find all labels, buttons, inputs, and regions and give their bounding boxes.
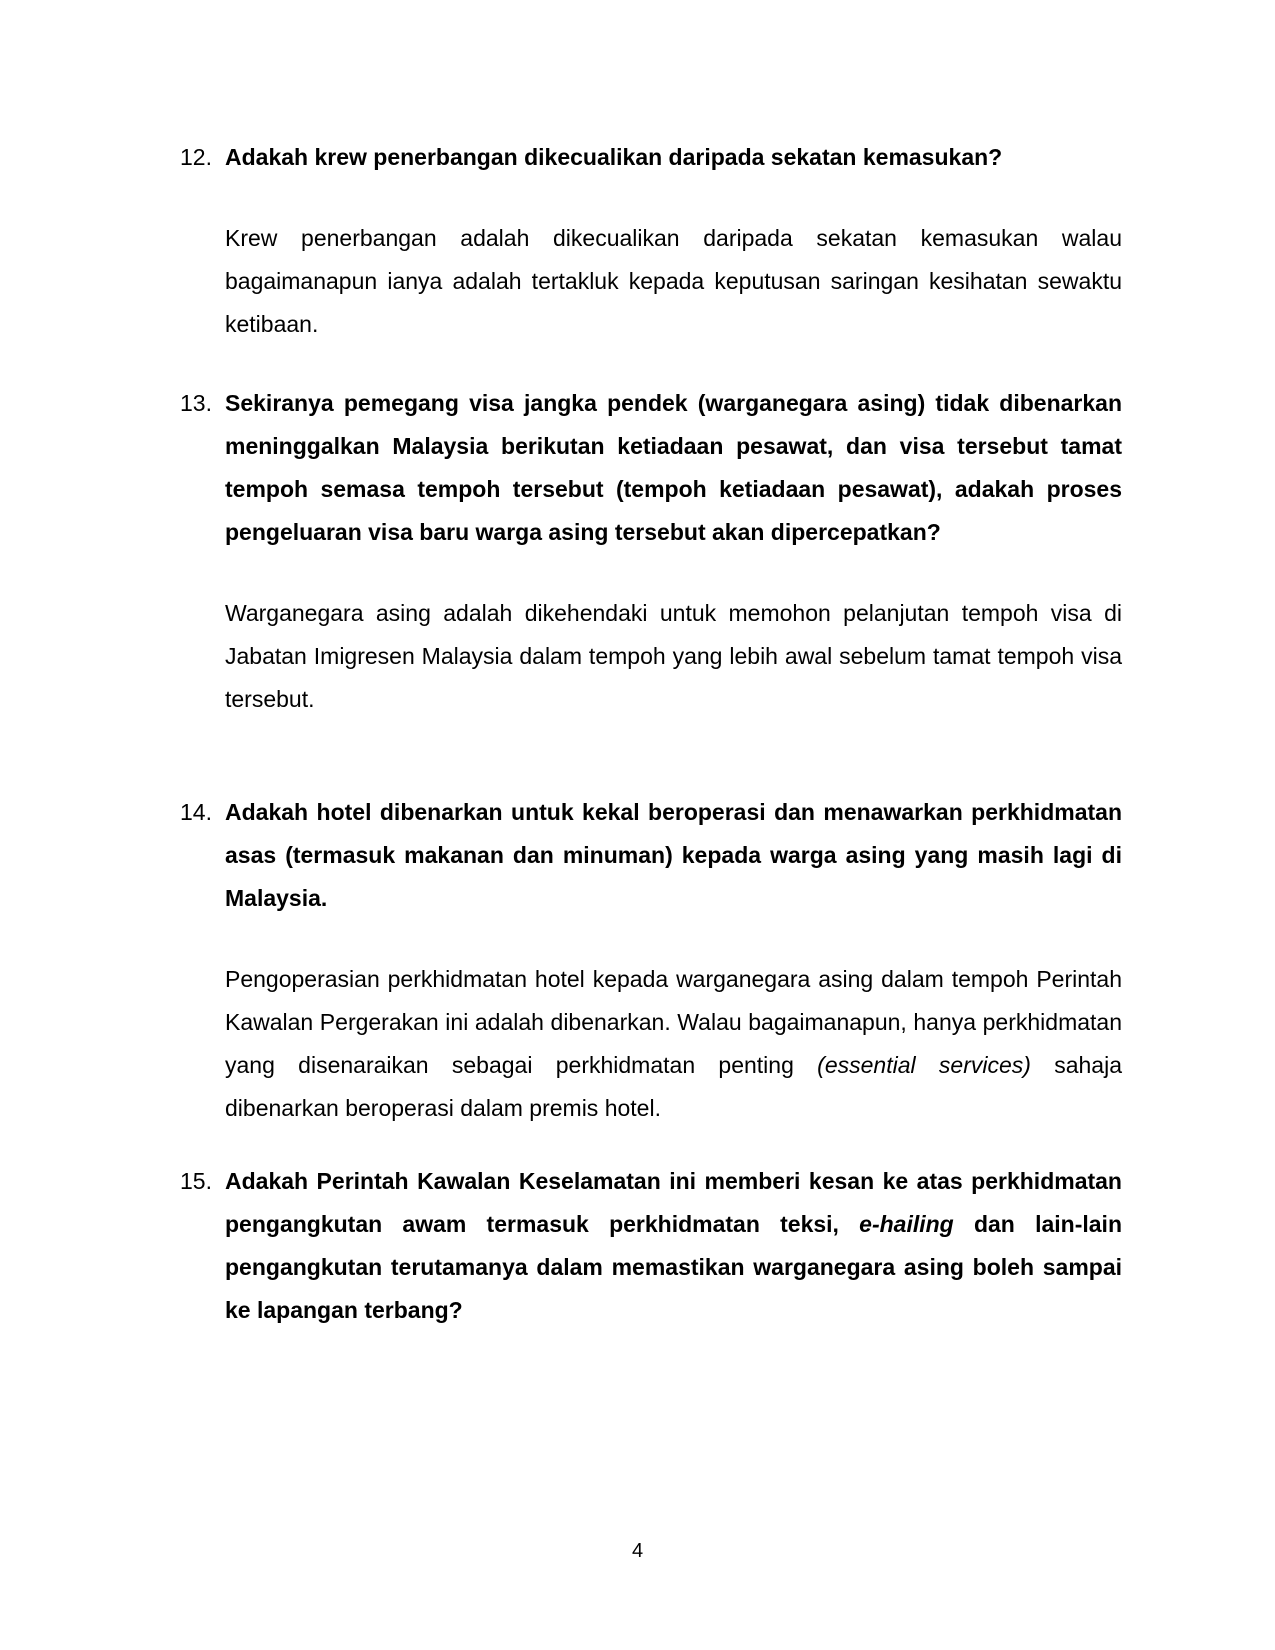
faq-item-15 bbox=[180, 1160, 1122, 1332]
question-text: Sekiranya pemegang visa jangka pendek (warganegara asing) tidak dibenarkan meninggalkan Malaysia berikutan ketiadaan pesawat, dan visa tersebut tamat tempoh semasa tempoh tersebut (tempoh ketiadaan pesawat), adakah proses pengeluaran visa baru warga asing tersebut akan dipercepatkan? bbox=[225, 390, 1122, 545]
question bbox=[180, 382, 1122, 554]
faq-item-14 bbox=[180, 791, 1122, 1130]
question bbox=[180, 1160, 1122, 1332]
question-text-italic: e-hailing bbox=[859, 1211, 954, 1237]
answer-text-part2: sahaja dibenarkan beroperasi dalam premis hotel. bbox=[225, 1052, 1122, 1121]
faq-item-13 bbox=[180, 382, 1122, 721]
question-number: 13. bbox=[180, 390, 212, 416]
page-number: 4 bbox=[631, 1540, 644, 1562]
question bbox=[180, 791, 1122, 920]
question-number: 12. bbox=[180, 144, 212, 170]
question bbox=[180, 136, 1122, 179]
question-text-part1: Adakah Perintah Kawalan Keselamatan ini memberi kesan ke atas perkhidmatan pengangkutan awam termasuk perkhidmatan teksi, bbox=[225, 1168, 1122, 1237]
question-text: Adakah hotel dibenarkan untuk kekal beroperasi dan menawarkan perkhidmatan asas (termasuk makanan dan minuman) kepada warga asing yang masih lagi di Malaysia. bbox=[225, 799, 1122, 911]
answer-text bbox=[225, 958, 1122, 1130]
faq-item-12 bbox=[180, 136, 1122, 346]
question-text-part2: dan lain-lain pengangkutan terutamanya dalam memastikan warganegara asing boleh sampai ke lapangan terbang? bbox=[225, 1211, 1122, 1323]
answer-text: Warganegara asing adalah dikehendaki untuk memohon pelanjutan tempoh visa di Jabatan Imigresen Malaysia dalam tempoh yang lebih awal sebelum tamat tempoh visa tersebut. bbox=[225, 600, 1122, 712]
question-number: 14. bbox=[180, 799, 212, 825]
answer-text-part1: Pengoperasian perkhidmatan hotel kepada warganegara asing dalam tempoh Perintah Kawalan Pergerakan ini adalah dibenarkan. Walau bagaimanapun, hanya perkhidmatan yang disenaraikan sebagai perkhidmatan penting bbox=[225, 966, 1122, 1078]
question-text bbox=[225, 1160, 1122, 1332]
answer-text-italic: (essential services) bbox=[817, 1052, 1031, 1078]
question-number: 15. bbox=[180, 1168, 212, 1194]
question-text: Adakah krew penerbangan dikecualikan daripada sekatan kemasukan? bbox=[225, 144, 1003, 170]
answer-text: Krew penerbangan adalah dikecualikan daripada sekatan kemasukan walau bagaimanapun ianya adalah tertakluk kepada keputusan saringan kesihatan sewaktu ketibaan. bbox=[225, 225, 1122, 337]
